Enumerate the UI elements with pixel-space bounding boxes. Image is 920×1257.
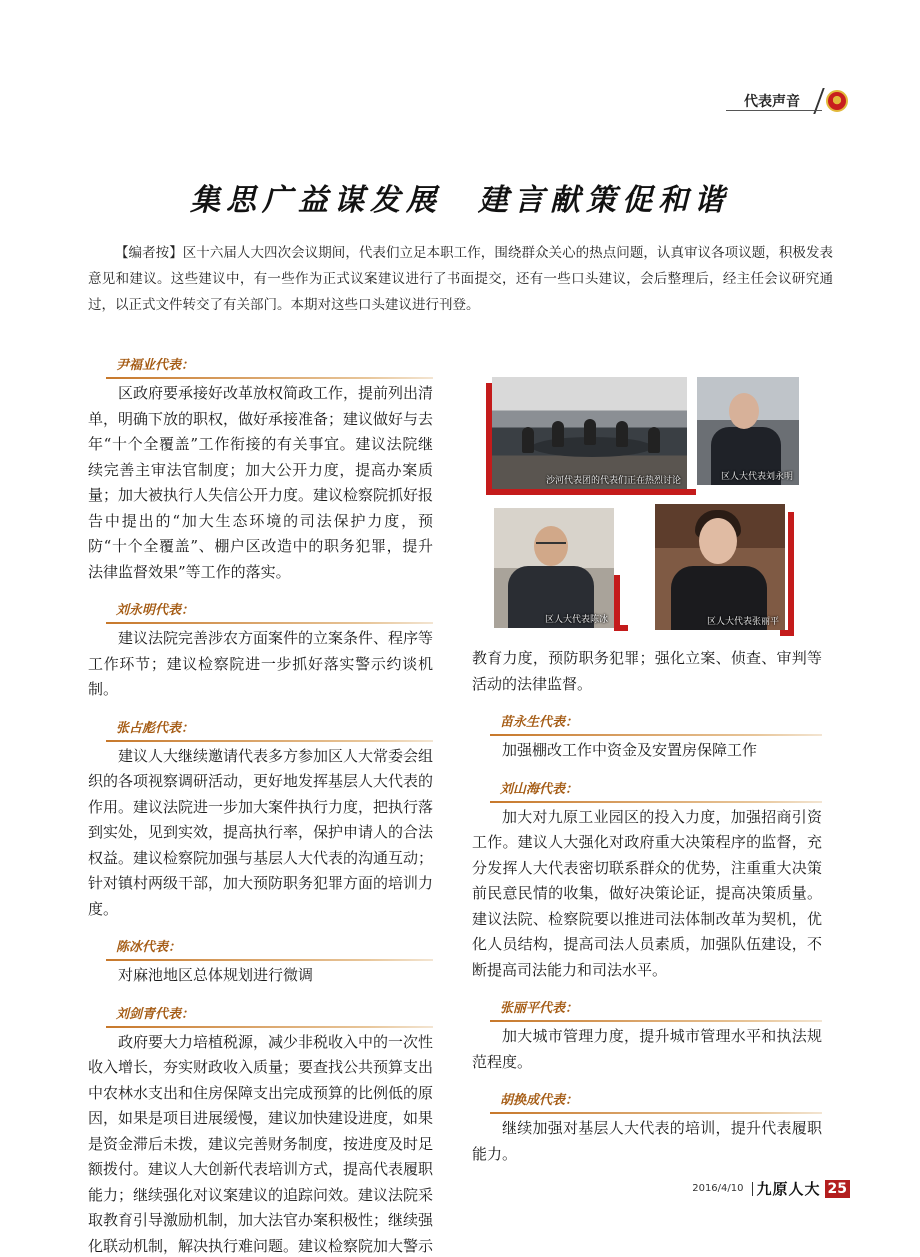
page-title: 集思广益谋发展 建言献策促和谐 (190, 183, 730, 218)
glasses (536, 542, 566, 548)
right-column (472, 646, 822, 1182)
person-figure (648, 427, 660, 453)
rep-entry (88, 355, 433, 585)
rep-name: 刘永明代表： (88, 600, 433, 626)
section-label: 代表声音 (744, 94, 800, 110)
rep-text: 加强棚改工作中资金及安置房保障工作 (502, 741, 758, 759)
rep-entry (472, 712, 822, 764)
rep-text: 对麻池地区总体规划进行微调 (118, 966, 314, 984)
editor-note: 【编者按】区十六届人大四次会议期间，代表们立足本职工作，围绕群众关心的热点问题，认真审议各项议题，积极发表意见和建议。这些建议中，有一些作为正式议案建议进行了书面提交，还有一些口头建议，会后整理后，经主任会议研究通过，以正式文件转交了有关部门。本期对这些口头建议进行刊登。 (88, 245, 833, 313)
divider (752, 1182, 753, 1196)
photo-portrait (655, 504, 785, 630)
photo-portrait (697, 377, 799, 485)
header-rule (726, 110, 822, 111)
portrait-head (729, 393, 759, 429)
rep-text: 加大城市管理力度，提升城市管理水平和执法规范程度。 (472, 1027, 822, 1071)
person-figure (616, 421, 628, 447)
rep-name: 刘剑青代表： (88, 1004, 433, 1030)
left-column (88, 355, 433, 1257)
page-number: 25 (825, 1180, 850, 1198)
rep-entry (472, 779, 822, 984)
magazine-name: 九原人大 (756, 1180, 821, 1198)
rep-text: 加大对九原工业园区的投入力度，加强招商引资工作。建议人大强化对政府重大决策程序的监督，充分发挥人大代表密切联系群众的优势，注重重大决策前民意民情的收集，做好决策论证，提高决策质量。建议法院、检察院要以推进司法体制改革为契机，优化人员结构，提高司法人员素质，加强队伍建设，不断提高司法能力和司法水平。 (472, 807, 822, 979)
rep-entry (88, 937, 433, 989)
issue-date: 2016/4/10 (692, 1183, 744, 1194)
person-figure (522, 427, 534, 453)
rep-continuation (472, 646, 822, 697)
rep-text: 教育力度，预防职务犯罪；强化立案、侦查、审判等活动的法律监督。 (472, 649, 822, 693)
rep-name: 陈冰代表： (88, 937, 433, 963)
page-footer (692, 1178, 850, 1199)
rep-entry (88, 1004, 433, 1257)
photo-caption: 区人大代表陈冰 (544, 615, 608, 625)
photo-caption: 区人大代表刘永明 (720, 472, 793, 482)
rep-entry (472, 998, 822, 1075)
person-figure (552, 421, 564, 447)
rep-text: 政府要大力培植税源，减少非税收入中的一次性收入增长，夯实财政收入质量；要查找公共预算支出中农林水支出和住房保障支出完成预算的比例低的原因，如果是项目进展缓慢，建议加快建设进度，如果是资金滞后未拨，建议完善财务制度，按进度及时足额拨付。建议人大创新代表培训方式，提高代表履职能力；继续强化对议案建议的追踪问效。建议法院采取教育引导激励机制，加大法官办案积极性；继续强化联动机制，解决执行难问题。建议检察院加大警示 (88, 1032, 434, 1255)
rep-name: 张占彪代表： (88, 718, 433, 744)
rep-text: 建议法院完善涉农方面案件的立案条件、程序等工作环节；建议检察院进一步抓好落实警示约谈机制。 (88, 629, 434, 698)
rep-text: 继续加强对基层人大代表的培训，提升代表履职能力。 (472, 1119, 822, 1163)
photo-portrait (494, 508, 614, 628)
rep-name: 刘山海代表： (472, 779, 822, 805)
rep-entry (88, 600, 433, 703)
photo-caption: 区人大代表张丽平 (706, 617, 779, 627)
national-emblem-icon (826, 90, 848, 112)
photo-frame (614, 575, 628, 631)
portrait-head (699, 518, 737, 564)
person-figure (584, 419, 596, 445)
rep-name: 苗永生代表： (472, 712, 822, 738)
rep-text: 区政府要承接好改革放权简政工作，提前列出清单，明确下放的职权，做好承接准备；建议做好与去年“十个全覆盖”工作衔接的有关事宜。建议法院继续完善主审法官制度；加大公开力度，提高办案质量；加大被执行人失信公开力度。建议检察院抓好报告中提出的“加大生态环境的司法保护力度，预防“十个全覆盖”、棚户区改造中的职务犯罪，提升法律监督效果”等工作的落实。 (88, 384, 434, 581)
rep-text: 建议人大继续邀请代表多方参加区人大常委会组织的各项视察调研活动，更好地发挥基层人大代表的作用。建议法院进一步加大案件执行力度，把执行落到实处，见到实效，提高执行率，保护申请人的合法权益。建议检察院加强与基层人大代表的沟通互动；针对镇村两级干部，加大预防职务犯罪方面的培训力度。 (88, 746, 434, 918)
rep-entry (88, 718, 433, 923)
rep-name: 张丽平代表： (472, 998, 822, 1024)
rep-name: 尹福业代表： (88, 355, 433, 381)
rep-name: 胡换成代表： (472, 1090, 822, 1116)
photo-caption: 沙河代表团的代表们正在热烈讨论 (545, 476, 681, 486)
photo-meeting (492, 377, 687, 489)
rep-entry (472, 1090, 822, 1167)
